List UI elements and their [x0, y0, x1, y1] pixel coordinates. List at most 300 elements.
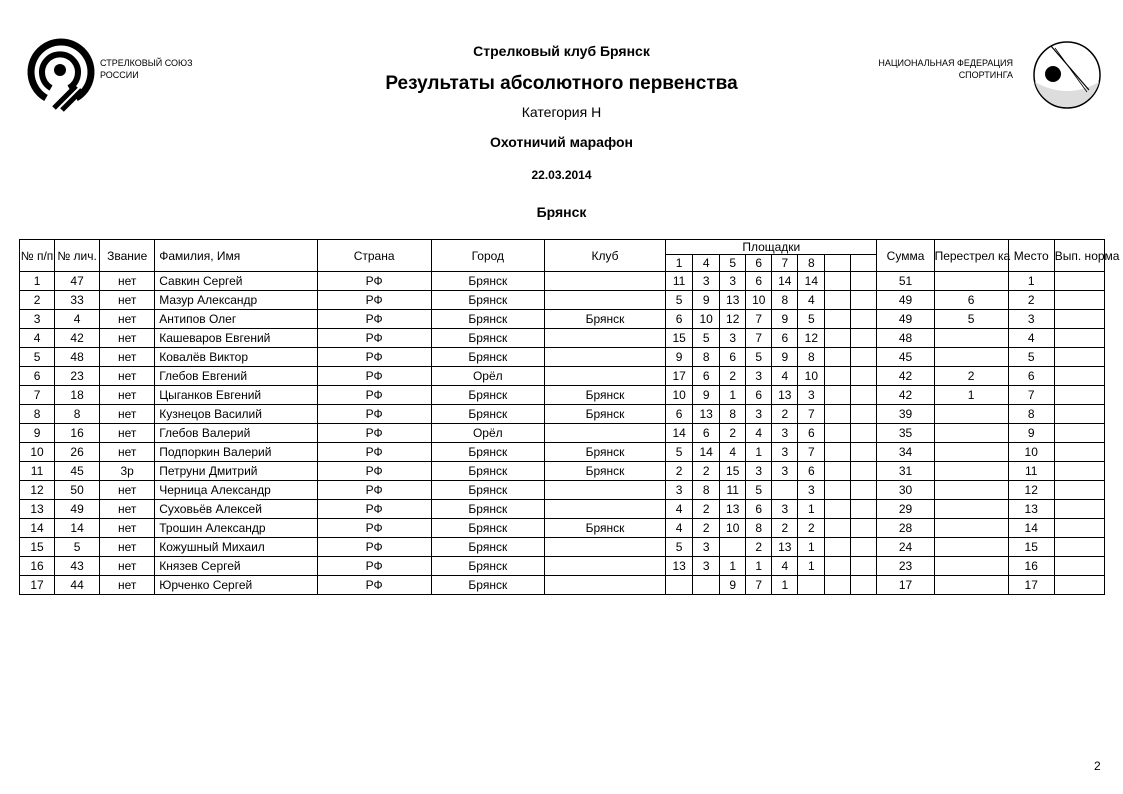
cell-range-score: 3 [772, 443, 798, 462]
cell-range-score: 12 [720, 310, 746, 329]
cell-norm [1054, 348, 1104, 367]
cell-range-score: 8 [693, 481, 720, 500]
cell-city: Брянск [431, 310, 544, 329]
cell-club [544, 576, 665, 595]
cell-num: 12 [20, 481, 55, 500]
cell-range-score [851, 310, 877, 329]
cell-club [544, 500, 665, 519]
cell-name: Савкин Сергей [155, 272, 317, 291]
cell-club [544, 291, 665, 310]
col-header-place: Место [1008, 240, 1054, 272]
cell-range-score: 11 [720, 481, 746, 500]
cell-num: 3 [20, 310, 55, 329]
cell-range-score: 2 [798, 519, 825, 538]
cell-sum: 31 [877, 462, 934, 481]
cell-shootoff: 1 [934, 386, 1008, 405]
cell-lic: 44 [55, 576, 100, 595]
cell-rank: нет [100, 367, 155, 386]
cell-range-score: 7 [798, 405, 825, 424]
cell-lic: 4 [55, 310, 100, 329]
cell-name: Юрченко Сергей [155, 576, 317, 595]
cell-lic: 23 [55, 367, 100, 386]
cell-lic: 8 [55, 405, 100, 424]
cell-range-score: 10 [798, 367, 825, 386]
cell-shootoff [934, 538, 1008, 557]
cell-city: Орёл [431, 424, 544, 443]
cell-range-score: 17 [666, 367, 693, 386]
cell-range-score: 4 [772, 557, 798, 576]
cell-range-score: 13 [720, 500, 746, 519]
cell-num: 1 [20, 272, 55, 291]
table-row [20, 291, 1105, 310]
cell-range-score [851, 348, 877, 367]
cell-club [544, 538, 665, 557]
range-number: 7 [772, 255, 798, 272]
cell-range-score: 10 [693, 310, 720, 329]
cell-range-score: 14 [772, 272, 798, 291]
cell-range-score: 9 [693, 386, 720, 405]
cell-range-score [825, 405, 851, 424]
cell-range-score: 2 [720, 424, 746, 443]
cell-club [544, 424, 665, 443]
cell-range-score [825, 557, 851, 576]
cell-range-score: 9 [720, 576, 746, 595]
table-row [20, 443, 1105, 462]
cell-country: РФ [317, 557, 431, 576]
cell-shootoff [934, 348, 1008, 367]
cell-range-score: 13 [772, 538, 798, 557]
cell-range-score [825, 443, 851, 462]
cell-city: Брянск [431, 386, 544, 405]
cell-rank: 3р [100, 462, 155, 481]
cell-range-score: 10 [666, 386, 693, 405]
cell-range-score: 4 [746, 424, 772, 443]
table-row [20, 329, 1105, 348]
cell-range-score [825, 424, 851, 443]
cell-city: Брянск [431, 462, 544, 481]
cell-range-score: 6 [693, 367, 720, 386]
cell-sum: 39 [877, 405, 934, 424]
cell-range-score [851, 500, 877, 519]
cell-range-score: 2 [666, 462, 693, 481]
cell-range-score: 8 [772, 291, 798, 310]
cell-place: 6 [1008, 367, 1054, 386]
cell-range-score: 2 [693, 500, 720, 519]
cell-lic: 26 [55, 443, 100, 462]
left-org-name: СТРЕЛКОВЫЙ СОЮЗ РОССИИ [100, 58, 193, 80]
cell-range-score: 14 [798, 272, 825, 291]
table-row [20, 348, 1105, 367]
cell-range-score [693, 576, 720, 595]
cell-shootoff: 5 [934, 310, 1008, 329]
cell-place: 3 [1008, 310, 1054, 329]
cell-lic: 43 [55, 557, 100, 576]
right-org-name: НАЦИОНАЛЬНАЯ ФЕДЕРАЦИЯ СПОРТИНГА [878, 58, 1013, 80]
cell-range-score: 1 [720, 386, 746, 405]
col-header-norm: Вып. норма [1054, 240, 1104, 272]
cell-rank: нет [100, 405, 155, 424]
cell-city: Брянск [431, 576, 544, 595]
table-row [20, 462, 1105, 481]
cell-range-score: 15 [666, 329, 693, 348]
cell-norm [1054, 386, 1104, 405]
cell-lic: 18 [55, 386, 100, 405]
cell-num: 11 [20, 462, 55, 481]
cell-sum: 45 [877, 348, 934, 367]
cell-place: 13 [1008, 500, 1054, 519]
cell-norm [1054, 519, 1104, 538]
cell-shootoff [934, 519, 1008, 538]
cell-country: РФ [317, 424, 431, 443]
cell-range-score: 8 [693, 348, 720, 367]
cell-range-score: 6 [666, 310, 693, 329]
cell-range-score: 3 [798, 481, 825, 500]
cell-club: Брянск [544, 519, 665, 538]
cell-city: Брянск [431, 500, 544, 519]
cell-place: 7 [1008, 386, 1054, 405]
cell-country: РФ [317, 405, 431, 424]
cell-place: 10 [1008, 443, 1054, 462]
cell-country: РФ [317, 443, 431, 462]
cell-sum: 34 [877, 443, 934, 462]
event-city: Брянск [536, 204, 587, 220]
cell-place: 12 [1008, 481, 1054, 500]
col-header-num: № п/п [20, 240, 55, 272]
cell-num: 9 [20, 424, 55, 443]
cell-range-score [851, 424, 877, 443]
cell-name: Кашеваров Евгений [155, 329, 317, 348]
page-title: Результаты абсолютного первенства [385, 73, 738, 94]
cell-range-score: 3 [720, 272, 746, 291]
range-number: 1 [666, 255, 693, 272]
cell-rank: нет [100, 386, 155, 405]
cell-norm [1054, 481, 1104, 500]
col-header-ranges: Площадки [666, 240, 877, 255]
cell-place: 1 [1008, 272, 1054, 291]
cell-rank: нет [100, 272, 155, 291]
cell-range-score: 7 [746, 329, 772, 348]
table-row [20, 576, 1105, 595]
cell-place: 16 [1008, 557, 1054, 576]
cell-range-score: 4 [772, 367, 798, 386]
cell-country: РФ [317, 462, 431, 481]
cell-shootoff [934, 500, 1008, 519]
cell-place: 11 [1008, 462, 1054, 481]
category: Категория Н [521, 104, 602, 120]
cell-norm [1054, 500, 1104, 519]
cell-range-score: 1 [772, 576, 798, 595]
cell-country: РФ [317, 481, 431, 500]
cell-rank: нет [100, 538, 155, 557]
event-name: Охотничий марафон [489, 134, 634, 150]
table-row [20, 310, 1105, 329]
col-header-club: Клуб [544, 240, 665, 272]
table-row [20, 481, 1105, 500]
table-row [20, 386, 1105, 405]
cell-rank: нет [100, 348, 155, 367]
cell-range-score: 3 [666, 481, 693, 500]
cell-shootoff [934, 462, 1008, 481]
cell-country: РФ [317, 272, 431, 291]
cell-range-score [720, 538, 746, 557]
cell-club: Брянск [544, 386, 665, 405]
cell-num: 8 [20, 405, 55, 424]
cell-club: Брянск [544, 310, 665, 329]
cell-range-score: 4 [720, 443, 746, 462]
cell-shootoff [934, 557, 1008, 576]
cell-range-score [825, 462, 851, 481]
cell-sum: 30 [877, 481, 934, 500]
cell-range-score [851, 329, 877, 348]
cell-shootoff [934, 481, 1008, 500]
cell-range-score [825, 329, 851, 348]
cell-lic: 5 [55, 538, 100, 557]
cell-range-score: 12 [798, 329, 825, 348]
cell-range-score: 8 [746, 519, 772, 538]
cell-range-score [825, 481, 851, 500]
cell-norm [1054, 557, 1104, 576]
cell-range-score: 3 [772, 500, 798, 519]
cell-name: Кузнецов Василий [155, 405, 317, 424]
cell-range-score [825, 576, 851, 595]
cell-place: 17 [1008, 576, 1054, 595]
cell-shootoff: 6 [934, 291, 1008, 310]
cell-range-score: 9 [772, 348, 798, 367]
cell-range-score [851, 405, 877, 424]
cell-club [544, 348, 665, 367]
cell-shootoff [934, 424, 1008, 443]
cell-country: РФ [317, 538, 431, 557]
cell-range-score: 3 [693, 538, 720, 557]
cell-range-score [825, 519, 851, 538]
cell-place: 8 [1008, 405, 1054, 424]
cell-lic: 50 [55, 481, 100, 500]
cell-norm [1054, 462, 1104, 481]
cell-city: Брянск [431, 443, 544, 462]
cell-lic: 33 [55, 291, 100, 310]
cell-club [544, 367, 665, 386]
cell-name: Глебов Евгений [155, 367, 317, 386]
cell-sum: 35 [877, 424, 934, 443]
cell-name: Глебов Валерий [155, 424, 317, 443]
cell-norm [1054, 272, 1104, 291]
results-table [19, 239, 1120, 595]
cell-range-score: 1 [746, 443, 772, 462]
cell-range-score: 14 [693, 443, 720, 462]
cell-norm [1054, 329, 1104, 348]
cell-range-score [825, 367, 851, 386]
cell-range-score: 2 [693, 462, 720, 481]
cell-range-score [851, 386, 877, 405]
range-number: 5 [720, 255, 746, 272]
cell-city: Брянск [431, 348, 544, 367]
cell-country: РФ [317, 576, 431, 595]
cell-place: 5 [1008, 348, 1054, 367]
cell-city: Брянск [431, 538, 544, 557]
cell-range-score [798, 576, 825, 595]
cell-country: РФ [317, 386, 431, 405]
cell-sum: 48 [877, 329, 934, 348]
cell-range-score [851, 443, 877, 462]
cell-range-score: 13 [666, 557, 693, 576]
cell-range-score: 1 [798, 500, 825, 519]
cell-range-score: 4 [798, 291, 825, 310]
cell-range-score: 3 [720, 329, 746, 348]
cell-num: 4 [20, 329, 55, 348]
cell-num: 2 [20, 291, 55, 310]
cell-name: Кожушный Михаил [155, 538, 317, 557]
cell-range-score [851, 291, 877, 310]
cell-range-score: 6 [798, 462, 825, 481]
cell-range-score: 6 [693, 424, 720, 443]
col-header-name: Фамилия, Имя [155, 240, 317, 272]
col-header-city: Город [431, 240, 544, 272]
cell-range-score: 13 [720, 291, 746, 310]
cell-club [544, 272, 665, 291]
cell-shootoff [934, 443, 1008, 462]
cell-shootoff [934, 272, 1008, 291]
cell-range-score [851, 462, 877, 481]
cell-range-score: 6 [746, 386, 772, 405]
range-number: 6 [746, 255, 772, 272]
cell-name: Князев Сергей [155, 557, 317, 576]
table-row [20, 500, 1105, 519]
cell-range-score: 6 [746, 272, 772, 291]
cell-place: 2 [1008, 291, 1054, 310]
cell-shootoff [934, 405, 1008, 424]
cell-name: Петруни Дмитрий [155, 462, 317, 481]
cell-range-score: 2 [720, 367, 746, 386]
cell-num: 13 [20, 500, 55, 519]
cell-range-score: 7 [746, 576, 772, 595]
cell-range-score: 5 [666, 538, 693, 557]
cell-rank: нет [100, 500, 155, 519]
cell-country: РФ [317, 519, 431, 538]
cell-rank: нет [100, 481, 155, 500]
cell-rank: нет [100, 291, 155, 310]
cell-lic: 48 [55, 348, 100, 367]
cell-num: 10 [20, 443, 55, 462]
cell-club [544, 557, 665, 576]
cell-shootoff [934, 576, 1008, 595]
cell-range-score: 9 [666, 348, 693, 367]
cell-range-score [825, 348, 851, 367]
cell-range-score: 3 [746, 405, 772, 424]
cell-range-score: 4 [666, 519, 693, 538]
cell-name: Антипов Олег [155, 310, 317, 329]
cell-range-score [825, 500, 851, 519]
cell-num: 6 [20, 367, 55, 386]
cell-range-score: 13 [693, 405, 720, 424]
cell-range-score: 10 [746, 291, 772, 310]
cell-range-score [666, 576, 693, 595]
cell-range-score: 15 [720, 462, 746, 481]
cell-club [544, 481, 665, 500]
cell-sum: 49 [877, 291, 934, 310]
cell-sum: 49 [877, 310, 934, 329]
cell-shootoff [934, 329, 1008, 348]
cell-range-score: 9 [772, 310, 798, 329]
cell-range-score [851, 367, 877, 386]
cell-range-score: 13 [772, 386, 798, 405]
table-row [20, 424, 1105, 443]
cell-norm [1054, 405, 1104, 424]
cell-rank: нет [100, 576, 155, 595]
cell-range-score [825, 386, 851, 405]
cell-range-score: 5 [746, 348, 772, 367]
cell-range-score [825, 272, 851, 291]
cell-sum: 17 [877, 576, 934, 595]
cell-country: РФ [317, 329, 431, 348]
cell-city: Брянск [431, 481, 544, 500]
cell-num: 14 [20, 519, 55, 538]
cell-rank: нет [100, 310, 155, 329]
table-row [20, 405, 1105, 424]
cell-city: Брянск [431, 291, 544, 310]
table-row [20, 367, 1105, 386]
cell-country: РФ [317, 291, 431, 310]
cell-country: РФ [317, 348, 431, 367]
cell-country: РФ [317, 310, 431, 329]
cell-num: 16 [20, 557, 55, 576]
cell-rank: нет [100, 557, 155, 576]
cell-lic: 42 [55, 329, 100, 348]
cell-range-score: 3 [746, 367, 772, 386]
cell-norm [1054, 424, 1104, 443]
cell-place: 15 [1008, 538, 1054, 557]
cell-range-score: 1 [720, 557, 746, 576]
cell-place: 4 [1008, 329, 1054, 348]
cell-range-score: 6 [772, 329, 798, 348]
event-date: 22.03.2014 [531, 168, 592, 182]
cell-shootoff: 2 [934, 367, 1008, 386]
cell-range-score [851, 576, 877, 595]
cell-name: Подпоркин Валерий [155, 443, 317, 462]
cell-name: Ковалёв Виктор [155, 348, 317, 367]
cell-city: Орёл [431, 367, 544, 386]
cell-range-score: 6 [746, 500, 772, 519]
cell-num: 5 [20, 348, 55, 367]
table-row [20, 519, 1105, 538]
cell-range-score: 3 [798, 386, 825, 405]
cell-range-score: 14 [666, 424, 693, 443]
cell-lic: 47 [55, 272, 100, 291]
cell-city: Брянск [431, 272, 544, 291]
cell-norm [1054, 443, 1104, 462]
cell-name: Трошин Александр [155, 519, 317, 538]
cell-range-score: 5 [693, 329, 720, 348]
cell-lic: 45 [55, 462, 100, 481]
cell-norm [1054, 291, 1104, 310]
cell-club: Брянск [544, 462, 665, 481]
cell-rank: нет [100, 443, 155, 462]
page-number: 2 [1094, 759, 1101, 773]
cell-range-score: 8 [720, 405, 746, 424]
cell-sum: 23 [877, 557, 934, 576]
cell-city: Брянск [431, 557, 544, 576]
cell-range-score: 1 [798, 538, 825, 557]
cell-range-score: 6 [720, 348, 746, 367]
cell-range-score: 5 [798, 310, 825, 329]
cell-range-score: 2 [693, 519, 720, 538]
cell-place: 14 [1008, 519, 1054, 538]
cell-lic: 49 [55, 500, 100, 519]
cell-range-score: 3 [772, 462, 798, 481]
cell-rank: нет [100, 329, 155, 348]
cell-range-score: 3 [772, 424, 798, 443]
cell-club: Брянск [544, 405, 665, 424]
cell-country: РФ [317, 367, 431, 386]
